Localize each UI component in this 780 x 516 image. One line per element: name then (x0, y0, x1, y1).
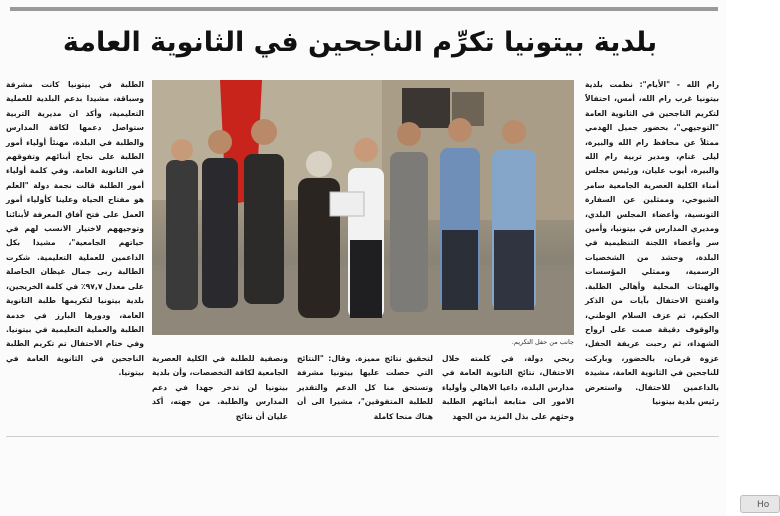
column-text: ونصفية للطلبة في الكلية العصرية الجامعية لكافة التخصصات، وأن بلدية بيتونيا لن تدخر جهدا في دعم المدارس والطلبة. من جهته، أكد عليان أن نتائج (152, 354, 288, 421)
top-rule (10, 7, 718, 11)
column-text: رام الله - "الأيام": نظمت بلدية بيتونيا غرب رام الله، أمس، احتفالاً لتكريم الناجحين في الثانوية العامة "التوجيهي"، بحضور جميل الهدمي ممثلاً عن محافظ رام الله والبيرة، ليلى غنام، ومدير تربية رام الله والبيرة، أيوب عليان، ورئيس مجلس أمناء الكلية العصرية الجامعية سامر الشيوخي، وممثلين عن السفارة التونسية، وأعضاء المجلس البلدي، ومديري المدارس في بيتونيا، وأمين سر وأعضاء اللجنة التنظيمية في البلدة، وحشد من الشخصيات الرسمية، وممثلي المؤسسات والهيئات المحلية وأهالي الطلبة. وافتتح الاحتفال بآيات من الذكر الحكيم، ثم عزف السلام الوطني، والوقوف دقيقة صمت على ارواح الشهداء، ثم رحبت عريفة الحفل، عزوة قرمان، بالحضور، وباركت للناجحين في الثانوية العامة، مشيدة بالداعمين للاحتفال. واستعرض رئيس بلدية بيتونيا (585, 80, 719, 406)
article-column-bottom-2 (297, 352, 433, 430)
bottom-rule (6, 436, 719, 437)
article-column-bottom-1 (442, 352, 574, 430)
column-text: ربحي دولة، في كلمته خلال الاحتفال، نتائج الثانوية العامة في مدارس البلدة، داعيا الاهالي وأولياء الامور الى متابعة أبنائهم الطلبة وحثهم على بذل المزيد من الجهد (442, 354, 574, 421)
viewer-margin (726, 0, 768, 516)
column-text: لتحقيق نتائج مميزة. وقال: "النتائج التي حصلت عليها بيتونيا مشرفة وتستحق منا كل الدعم والتقدير للطلبة المتفوقين"، مشيرا الى أن هناك منحا كاملة (297, 354, 433, 421)
photo-caption: جانب من حفل التكريم. (511, 338, 574, 346)
article-headline: بلدية بيتونيا تكرِّم الناجحين في الثانوية العامة (62, 27, 658, 58)
article-column-bottom-3 (152, 352, 288, 430)
home-tab-button[interactable]: Ho (740, 495, 780, 513)
article-column-left (6, 78, 144, 428)
article-photo (152, 80, 574, 335)
article-column-right (585, 78, 719, 428)
column-text: الطلبة في بيتونيا كانت مشرفة وسباقة، مشيدا بدعم البلدية للعملية التعليمية، وأكد ان مديرية التربية ستواصل دعمها لكافة المدارس والطلبة في البلدة، مهنئاً أولياء أمور الطلبة على نجاح أبنائهم وتفوقهم في الثانوية العامة. وفي كلمة أولياء أمور الطلبة قالت نجمة دولة "العلم هو مفتاح الحياة وعلينا كأولياء أمور العمل على فتح آفاق المعرفة لأبنائنا وتوجيههم لاختيار الانسب لهم في حياتهم الجامعية"، مشيدا بكل الداعمين للعملية التعليمية. شكرت الطالبة ربى جمال غيظان الحاصلة على معدل ٩٧,٧٪ في كلمة الخريجين، بلدية بيتونيا لتكريمها طلبة الثانوية العامة، ودورها البارز في خدمة الطلبة والعملية التعليمية في بيتونيا. وفي ختام الاحتفال تم تكريم الطلبة الناجحين في الثانوية العامة في بيتونيا. (6, 80, 144, 378)
group-photo-illustration (152, 80, 574, 335)
